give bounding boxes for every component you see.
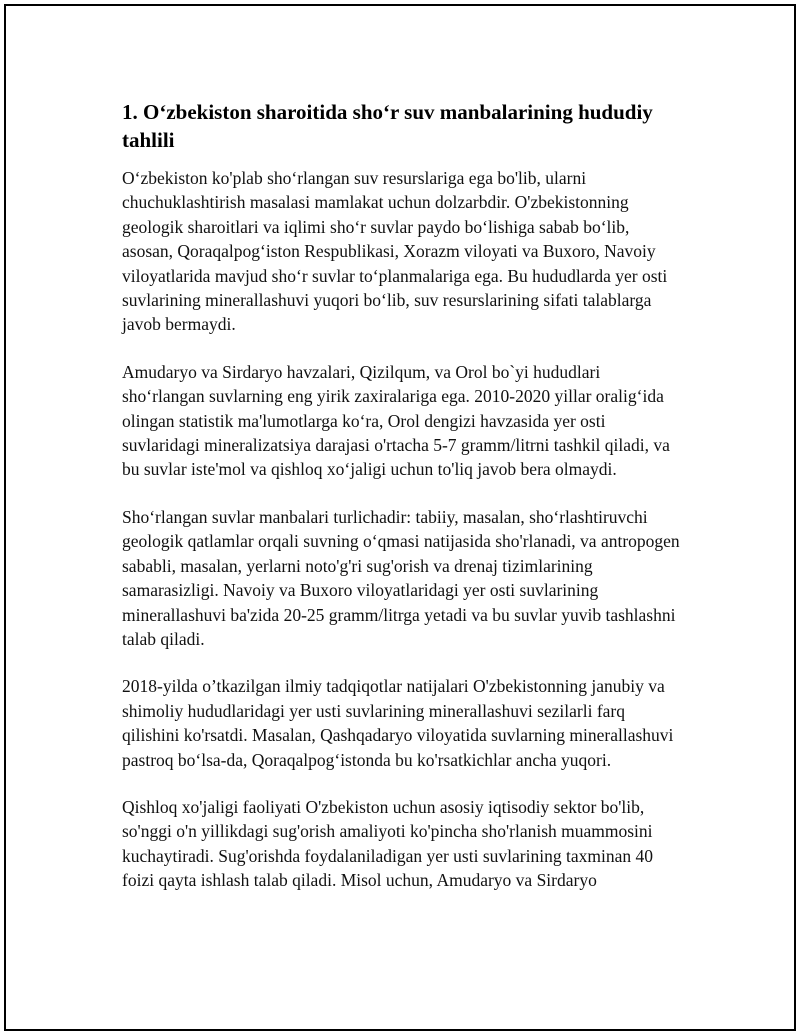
paragraph-5: Qishloq xo'jaligi faoliyati O'zbekiston uchun asosiy iqtisodiy sektor bo'lib, so'nggi o'n yillikdagi sug'orish amaliyoti ko'pincha sho'rlanish muammosini kuchaytiradi. Sug'orishda foydalaniladigan yer usti suvlarining taxminan 40 foizi qayta ishlash talab qiladi. Misol uchun, Amudaryo va Sirdaryo [122,796,653,891]
page-frame [4,4,796,1031]
paragraph-2: Amudaryo va Sirdaryo havzalari, Qizilqum, va Orol bo`yi hududlari shoʻrlangan suvlarning eng yirik zaxiralariga ega. 2010-2020 yillar oraligʻida olingan statistik ma'lumotlarga koʻra, Orol dengizi havzasida yer osti suvlaridagi mineralizatsiya darajasi o'rtacha 5-7 gramm/litrni tashkil qiladi, va bu suvlar iste'mol va qishloq xoʻjaligi uchun to'liq javob bera olmaydi. [122,361,670,480]
document-body [122,98,684,916]
section-heading: 1. Oʻzbekiston sharoitida shoʻr suv manbalarining hududiy tahlili [122,100,653,152]
paragraph-4: 2018-yilda o’tkazilgan ilmiy tadqiqotlar natijalari O'zbekistonning janubiy va shimoliy hududlaridagi yer usti suvlarining minerallashuvi sezilarli farq qilishini ko'rsatdi. Masalan, Qashqadaryo viloyatida suvlarning minerallashuvi pastroq boʻlsa-da, Qoraqalpogʻistonda bu ko'rsatkichlar ancha yuqori. [122,676,674,770]
paragraph-3: Shoʻrlangan suvlar manbalari turlichadir: tabiiy, masalan, shoʻrlashtiruvchi geologik qatlamlar orqali suvning oʻqmasi natijasida sho'rlanadi, va antropogen sababli, masalan, yerlarni noto'g'ri sug'orish va drenaj tizimlarining samarasizligi. Navoiy va Buxoro viloyatlaridagi yer osti suvlarining minerallashuvi ba'zida 20-25 gramm/litrga yetadi va bu suvlar yuvib tashlashni talab qiladi. [122,506,680,649]
paragraph-1: Oʻzbekiston ko'plab shoʻrlangan suv resurslariga ega bo'lib, ularni chuchuklashtirish masalasi mamlakat uchun dolzarbdir. O'zbekistonning geologik sharoitlari va iqlimi shoʻr suvlar paydo boʻlishiga sabab boʻlib, asosan, Qoraqalpogʻiston Respublikasi, Xorazm viloyati va Buxoro, Navoiy viloyatlarida mavjud shoʻr suvlar toʻplanmalariga ega. Bu hududlarda yer osti suvlarining minerallashuvi yuqori boʻlib, suv resurslarining sifati talablarga javob bermaydi. [122,168,668,335]
